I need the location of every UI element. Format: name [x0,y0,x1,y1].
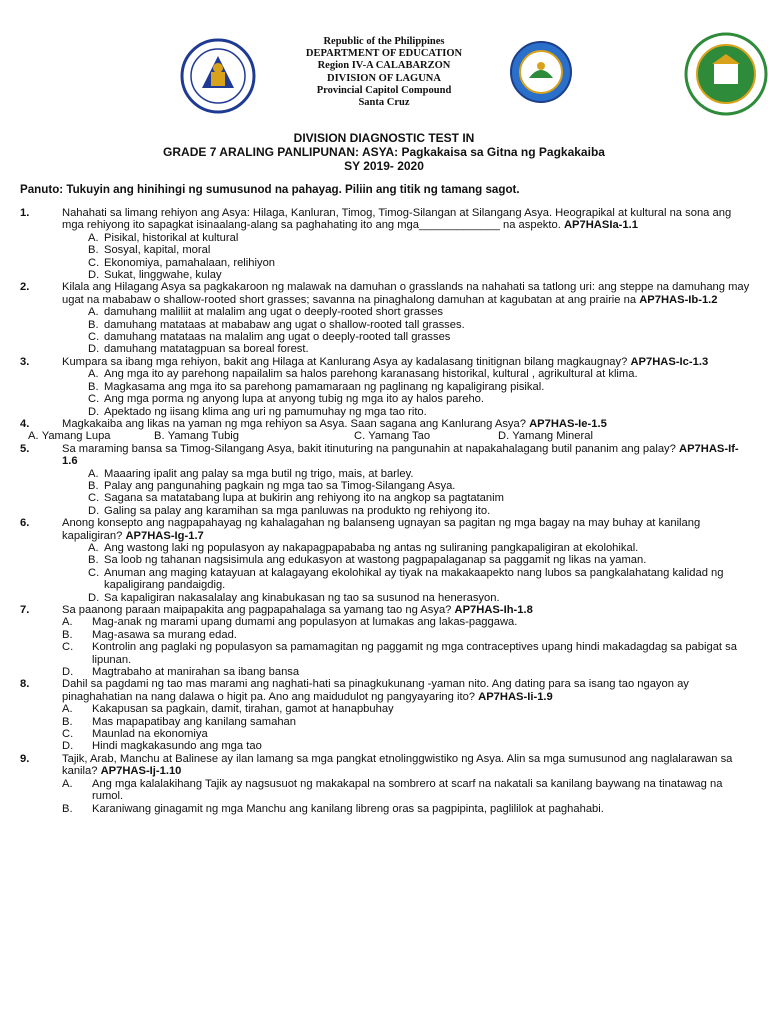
option-letter: B. [62,802,73,815]
option-text: Kakapusan sa pagkain, damit, tirahan, gamot at hanapbuhay [92,703,394,716]
question-text [62,517,750,542]
question-number: 3. [20,355,30,368]
answer-option[interactable] [62,641,750,666]
option-text: Maunlad na ekonomiya [92,728,208,741]
answer-option[interactable] [62,629,750,641]
option-text: Ang mga ito ay parehong napailalim sa halos parehong karanasang historikal, kultural , agrikultural at klima. [104,368,638,381]
option-text: Galing sa palay ang karamihan sa mga panluwas na produkto ng rehiyong ito. [104,504,491,517]
question-text [62,418,750,430]
answer-option[interactable] [62,343,750,355]
question-number: 4. [20,417,30,430]
header-line: Santa Cruz [358,97,410,109]
title-line: SY 2019- 2020 [344,159,424,173]
option-letter: B. [62,628,73,641]
option-text: damuhang maliliit at malalim ang ugat o deeply-rooted short grasses [104,306,443,319]
answer-option[interactable] [62,803,750,815]
option-text: Sa loob ng tahanan nagsisimula ang edukasyon at wastong pagpapalaganap sa paggamit ng likas na yaman. [104,554,647,567]
question-text [62,604,750,616]
option-letter: A. [88,231,99,244]
option-letter: C. [62,728,74,741]
answer-option[interactable] [62,244,750,256]
option-text: Sa kapaligiran nakasalalay ang kinabukasan ng tao sa susunod na henerasyon. [104,591,500,604]
option-text: Ang mga porma ng anyong lupa at anyong tubig ng mga ito ay halos pareho. [104,393,485,406]
answer-option[interactable] [62,468,750,480]
answer-option[interactable] [62,406,750,418]
option-letter: D. [62,740,74,753]
answer-option[interactable] [62,728,750,740]
question-text [62,678,750,703]
test-title [0,131,768,173]
option-letter: C. [88,331,100,344]
answer-option[interactable] [62,269,750,281]
option-letter: D. [88,504,100,517]
answer-option[interactable] [62,331,750,343]
answer-option[interactable] [62,554,750,566]
option-letter: A. [88,467,99,480]
answer-option[interactable] [62,505,750,517]
question-item [20,207,750,281]
option-text: Magkasama ang mga ito sa parehong pamamaraan ng paglinang ng kapaligirang pisikal. [104,380,545,393]
option-text: Yamang Tao [368,430,431,443]
header-line: Region IV-A CALABARZON [317,60,451,72]
competency-code: AP7HAS-Ih-1.8 [454,604,533,616]
option-text: Hindi magkakasundo ang mga tao [92,740,262,753]
option-text: Mag-anak ng marami upang dumami ang populasyon at lumakas ang lakas-paggawa. [92,616,518,629]
option-letter: B. [88,318,99,331]
answer-option[interactable] [62,492,750,504]
option-text: Mas mapapatibay ang kanilang samahan [92,715,296,728]
option-letter: A. [62,703,73,716]
question-number: 6. [20,517,30,530]
question-stem: Magkakaiba ang likas na yaman ng mga rehiyon sa Asya. Saan sagana ang Kanlurang Asya? [62,417,530,430]
option-letter: D. [498,430,510,443]
answer-option[interactable] [62,381,750,393]
question-text [62,207,750,232]
option-letter: C. [354,430,366,443]
option-text: Ang wastong laki ng populasyon ay nakapagpapababa ng antas ng suliraning pangkapaligiran at ekolohikal. [104,541,639,554]
option-letter: B. [88,380,99,393]
option-letter: A. [28,430,39,443]
title-line: DIVISION DIAGNOSTIC TEST IN [293,131,475,145]
option-letter: A. [88,306,99,319]
question-stem: Kumpara sa ibang mga rehiyon, bakit ang Hilaga at Kanlurang Asya ay kadalasang tinitignan bilang magkaugnay? [62,355,631,368]
answer-option[interactable] [62,616,750,628]
answer-option[interactable] [498,430,593,442]
option-letter: C. [62,641,74,654]
option-text: Kontrolin ang paglaki ng populasyon sa pamamagitan ng paggamit ng mga contraceptives upang hindi makadagdag sa pabigat sa lipunan. [92,641,737,666]
option-letter: D. [88,269,100,282]
option-text: Ekonomiya, pamahalaan, relihiyon [104,256,276,269]
question-item [20,443,750,517]
option-letter: C. [88,566,100,579]
question-number: 9. [20,752,30,765]
letterhead [0,36,768,109]
answer-option[interactable] [62,740,750,752]
title-line: GRADE 7 ARALING PANLIPUNAN: ASYA: Pagkakaisa sa Gitna ng Pagkakaiba [163,145,605,159]
question-list [20,207,750,815]
option-text: damuhang matataas na malalim ang ugat o deeply-rooted tall grasses [104,331,451,344]
header-line: DEPARTMENT OF EDUCATION [305,48,463,60]
option-text: Apektado ng iisang klima ang uri ng pamumuhay ng mga tao rito. [104,405,427,418]
option-text: Pisikal, historikal at kultural [104,231,239,244]
question-item [20,678,750,752]
answer-option[interactable] [62,703,750,715]
answer-option[interactable] [154,430,354,442]
option-text: Yamang Tubig [167,430,240,443]
question-number: 8. [20,678,30,691]
option-letter: B. [62,715,73,728]
option-letter: A. [88,368,99,381]
answer-option[interactable] [62,257,750,269]
question-stem: Sa paanong paraan maipapakita ang pagpapahalaga sa yamang tao ng Asya? [62,604,455,616]
question-stem: Anong konsepto ang nagpapahayag ng kahalagahan ng balanseng ugnayan sa pagitan ng mga bagay na may buhay at kanilang kapaligiran? [62,517,701,542]
header-line: Provincial Capitol Compound [316,84,452,96]
answer-option[interactable] [28,430,154,442]
option-letter: D. [88,405,100,418]
question-stem: Dahil sa pagdami ng tao mas marami ang naghati-hati sa pinagkukunang -yaman nito. Ang dating para sa isang tao ngayon ay pinaghahatian na nang dalawa o higit pa. Ano ang maidudulot ng pangyayaring ito? [62,678,689,703]
question-item [20,356,750,418]
option-text: Karaniwang ginagamit ng mga Manchu ang kanilang libreng oras sa pagpipinta, paglililok at paghahabi. [92,802,604,815]
question-stem: Sa maraming bansa sa Timog-Silangang Asya, bakit itinuturing na pangunahin at napakahalagang butil pananim ang palay? [62,442,679,455]
option-text: Sagana sa matatabang lupa at bukirin ang rehiyong ito na angkop sa pagtatanim [104,492,504,505]
option-text: damuhang matataas at mababaw ang ugat o shallow-rooted tall grasses. [104,318,465,331]
option-letter: B. [154,430,165,443]
option-text: Ang mga kalalakihang Tajik ay nagsusuot ng makakapal na sombrero at scarf na nakatali sa kanilang baywang na tinatawag na rumol. [92,777,723,803]
answer-option[interactable] [62,393,750,405]
option-text: Palay ang pangunahing pagkain ng mga tao sa Timog-Silangang Asya. [104,479,456,492]
option-text: Anuman ang maging katayuan at kalagayang ekolohikal ay tiyak na makakaapekto nang lubos sa pangkalahatang kalidad ng kapaligirang pandaigdig. [104,566,724,592]
option-letter: A. [88,541,99,554]
question-stem: Kilala ang Hilagang Asya sa pagkakaroon ng malawak na damuhan o grasslands na nahahati sa tatlong uri: ang steppe na damuhang may ugat na mababaw o shallow-rooted short grasses; savanna na pinaghalong damuhan at kagubatan at ang prairie na [62,281,750,306]
option-letter: A. [62,777,73,790]
option-text: Mag-asawa sa murang edad. [92,628,237,641]
question-stem: Tajik, Arab, Manchu at Balinese ay ilan lamang sa mga pangkat etnolinggwistiko ng Asya. Alin sa mga sumusunod ang naglalarawan sa kanila? [62,752,733,778]
answer-option[interactable] [62,716,750,728]
option-text: damuhang matatagpuan sa boreal forest. [104,343,309,356]
option-letter: C. [88,492,100,505]
answer-option[interactable] [62,232,750,244]
question-item [20,517,750,604]
question-text [62,281,750,306]
header-line: Republic of the Philippines [323,36,445,47]
answer-option[interactable] [354,430,498,442]
answer-option[interactable] [62,306,750,318]
question-item [20,753,750,815]
question-number: 5. [20,442,30,455]
competency-code: AP7HASIa-1.1 [563,219,638,232]
question-text [62,443,750,468]
answer-options-row [20,430,750,442]
answer-option[interactable] [62,368,750,380]
question-number: 7. [20,604,30,616]
option-text: Sosyal, kapital, moral [104,244,211,257]
answer-option[interactable] [62,567,750,592]
answer-option[interactable] [62,592,750,604]
answer-option[interactable] [62,778,750,803]
option-letter: B. [88,244,99,257]
competency-code: AP7HAS-Ie-1.5 [529,417,607,430]
option-text: Magtrabaho at manirahan sa ibang bansa [92,666,300,679]
competency-code: AP7HAS-Ij-1.10 [100,765,182,778]
competency-code: AP7HAS-Ic-1.3 [630,355,709,368]
option-letter: A. [62,616,73,629]
option-letter: D. [88,343,100,356]
competency-code: AP7HAS-Ig-1.7 [125,529,204,542]
question-item [20,281,750,355]
answer-option[interactable] [62,666,750,678]
answer-option[interactable] [62,319,750,331]
instructions: Panuto: Tukuyin ang hinihingi ng sumusunod na pahayag. Piliin ang titik ng tamang sagot. [20,183,520,196]
option-text: Maaaring ipalit ang palay sa mga butil ng trigo, mais, at barley. [104,467,414,480]
question-number: 2. [20,281,30,294]
competency-code: AP7HAS-If-1.6 [62,442,739,468]
answer-option[interactable] [62,542,750,554]
option-letter: B. [88,554,99,567]
option-letter: D. [88,591,100,604]
question-item [20,604,750,678]
header-line: DIVISION OF LAGUNA [327,72,441,84]
option-letter: C. [88,256,100,269]
option-text: Yamang Lupa [41,430,111,443]
option-letter: B. [88,479,99,492]
option-letter: D. [62,666,74,679]
question-item [20,418,750,430]
option-letter: C. [88,393,100,406]
answer-option[interactable] [62,480,750,492]
question-text [62,753,750,778]
option-text: Yamang Mineral [512,430,593,443]
option-text: Sukat, linggwahe, kulay [104,269,222,282]
competency-code: AP7HAS-Ib-1.2 [639,293,718,306]
competency-code: AP7HAS-Ii-1.9 [478,690,553,703]
question-stem: Nahahati sa limang rehiyon ang Asya: Hilaga, Kanluran, Timog, Timog-Silangan at Silangang Asya. Heograpikal at kultural na sona ang mga rehiyong ito sapagkat isinaalang-alang sa paghahating ito ang mga_____________ na aspekto. [62,207,732,232]
question-text [62,356,750,368]
question-number: 1. [20,207,30,219]
